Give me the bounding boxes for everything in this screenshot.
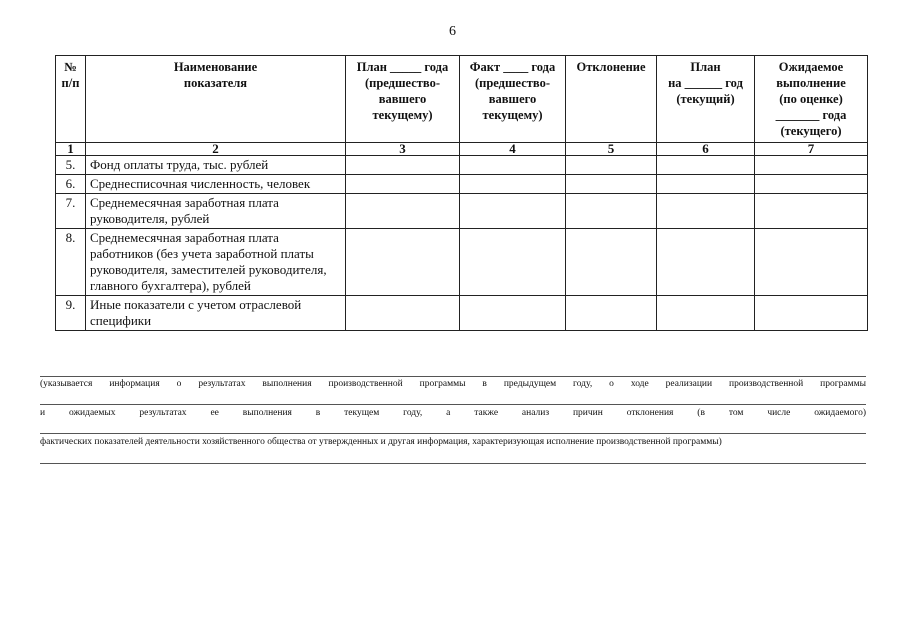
value-cell bbox=[460, 229, 566, 296]
footnote-line bbox=[40, 463, 866, 464]
value-cell bbox=[346, 194, 460, 229]
column-number-row bbox=[56, 143, 868, 156]
value-cell bbox=[346, 296, 460, 331]
value-cell bbox=[346, 156, 460, 175]
row-number: 7. bbox=[56, 194, 86, 229]
value-cell bbox=[755, 229, 868, 296]
footnote-text: фактических показателей деятельности хозяйственного общества от утвержденных и другая информация, характеризующая исполнение производственной программы) bbox=[40, 437, 722, 447]
report-table bbox=[55, 55, 868, 331]
footnote-line bbox=[40, 433, 866, 434]
header-plan-current: План на ______ год (текущий) bbox=[657, 56, 755, 143]
value-cell bbox=[755, 156, 868, 175]
row-indicator-name: Среднемесячная заработная плата руководителя, рублей bbox=[86, 194, 346, 229]
value-cell bbox=[460, 296, 566, 331]
row-indicator-name: Фонд оплаты труда, тыс. рублей bbox=[86, 156, 346, 175]
row-number: 8. bbox=[56, 229, 86, 296]
table-row bbox=[56, 296, 868, 331]
table-row bbox=[56, 175, 868, 194]
value-cell bbox=[566, 175, 657, 194]
column-number: 4 bbox=[460, 143, 566, 156]
header-number: № п/п bbox=[56, 56, 86, 143]
table-row bbox=[56, 194, 868, 229]
value-cell bbox=[460, 194, 566, 229]
value-cell bbox=[346, 229, 460, 296]
row-indicator-name: Среднесписочная численность, человек bbox=[86, 175, 346, 194]
header-deviation: Отклонение bbox=[566, 56, 657, 143]
value-cell bbox=[755, 194, 868, 229]
column-number: 2 bbox=[86, 143, 346, 156]
header-name: Наименование показателя bbox=[86, 56, 346, 143]
row-number: 6. bbox=[56, 175, 86, 194]
header-fact-previous: Факт ____ года (предшество- вавшего текущему) bbox=[460, 56, 566, 143]
column-number: 3 bbox=[346, 143, 460, 156]
footnote-line bbox=[40, 404, 866, 405]
row-number: 9. bbox=[56, 296, 86, 331]
value-cell bbox=[657, 229, 755, 296]
table-row bbox=[56, 156, 868, 175]
value-cell bbox=[346, 175, 460, 194]
column-number: 6 bbox=[657, 143, 755, 156]
footnote-text: (указывается информация о результатах выполнения производственной программы в предыдущем году, о ходе реализации производственной программы bbox=[40, 379, 866, 389]
footnote-line bbox=[40, 376, 866, 377]
value-cell bbox=[460, 156, 566, 175]
header-expected: Ожидаемое выполнение (по оценке) _______ года (текущего) bbox=[755, 56, 868, 143]
header-plan-previous: План _____ года (предшество- вавшего текущему) bbox=[346, 56, 460, 143]
value-cell bbox=[657, 175, 755, 194]
footnote-text: и ожидаемых результатах ее выполнения в текущем году, а также анализ причин отклонения (в том числе ожидаемого) bbox=[40, 408, 866, 418]
value-cell bbox=[566, 194, 657, 229]
value-cell bbox=[755, 296, 868, 331]
column-number: 5 bbox=[566, 143, 657, 156]
value-cell bbox=[566, 296, 657, 331]
value-cell bbox=[566, 156, 657, 175]
value-cell bbox=[657, 194, 755, 229]
row-number: 5. bbox=[56, 156, 86, 175]
column-number: 7 bbox=[755, 143, 868, 156]
value-cell bbox=[657, 156, 755, 175]
value-cell bbox=[657, 296, 755, 331]
value-cell bbox=[460, 175, 566, 194]
row-indicator-name: Иные показатели с учетом отраслевой специфики bbox=[86, 296, 346, 331]
row-indicator-name: Среднемесячная заработная плата работников (без учета заработной платы руководителя, заместителей руководителя, главного бухгалтера), рублей bbox=[86, 229, 346, 296]
header-row bbox=[56, 56, 868, 143]
column-number: 1 bbox=[56, 143, 86, 156]
value-cell bbox=[566, 229, 657, 296]
page-number: 6 bbox=[449, 24, 456, 39]
value-cell bbox=[755, 175, 868, 194]
table-row bbox=[56, 229, 868, 296]
